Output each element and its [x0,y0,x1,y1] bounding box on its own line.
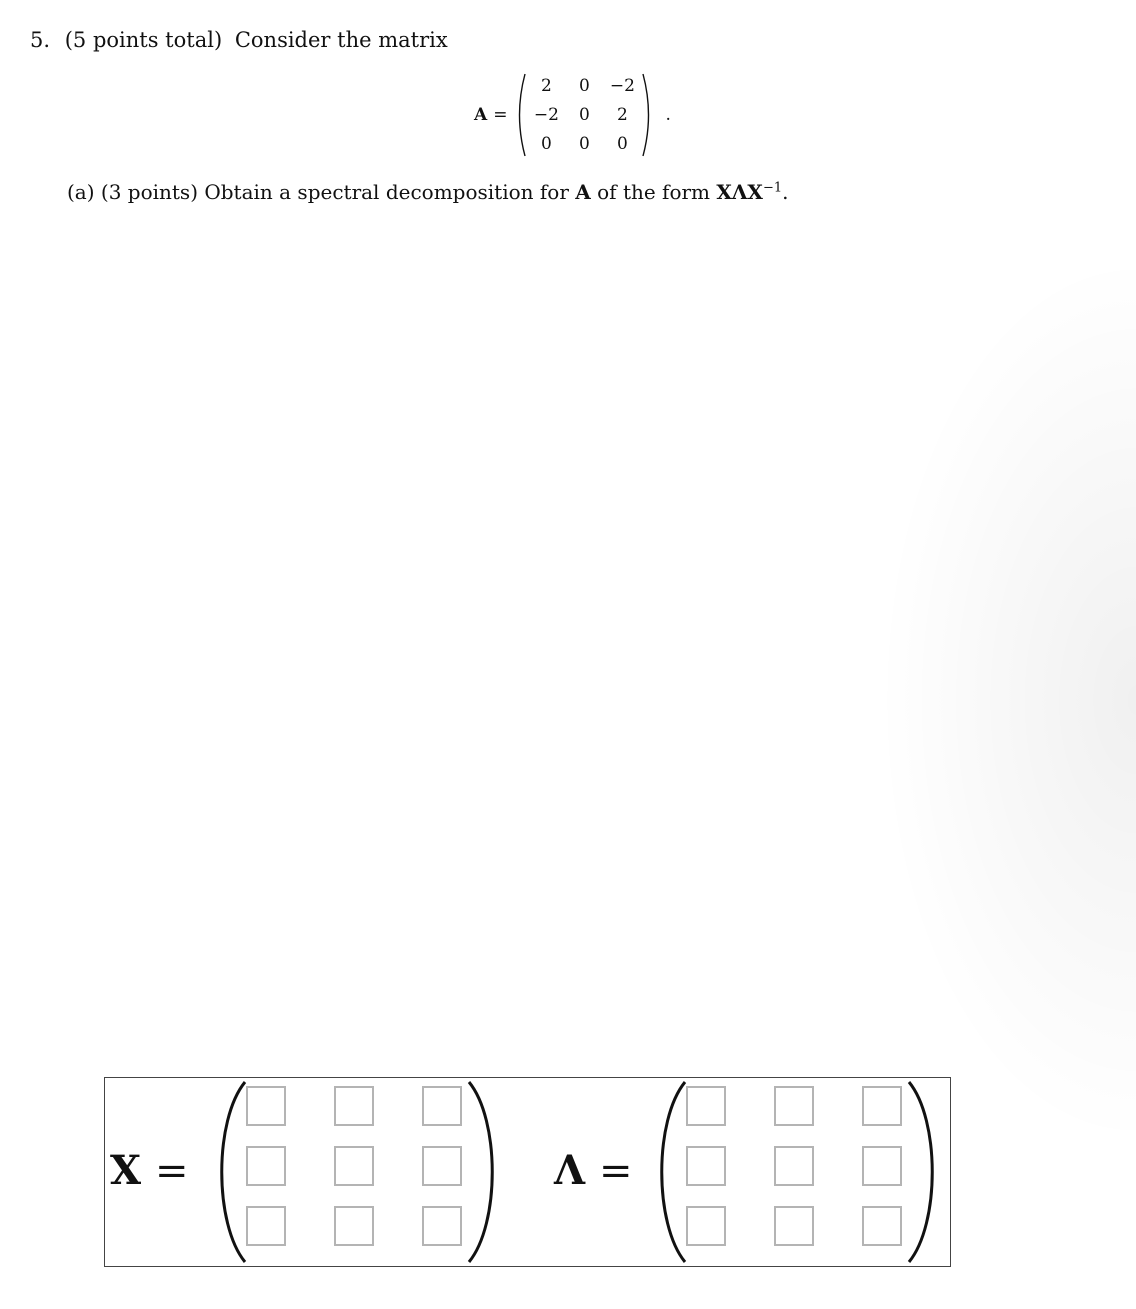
problem-points: (5 points total) [64,28,223,52]
matrix-a-entry: 2 [617,105,628,125]
matrix-a-entry: 0 [541,134,552,154]
lambda-cell-input[interactable] [862,1086,902,1126]
subpart-a-points: (3 points) [100,180,198,204]
x-cell-input[interactable] [334,1086,374,1126]
lambda-cell-input[interactable] [774,1206,814,1246]
matrix-a-equals: = [493,105,508,125]
subpart-a-text: Obtain a spectral decomposition for [204,180,569,204]
matrix-a-grid [527,72,641,159]
lambda-cell-input[interactable] [686,1086,726,1126]
left-paren-icon [513,72,527,158]
page-shade [876,250,1136,1150]
subpart-a-text-middle: of the form [597,180,711,204]
x-cell-input[interactable] [334,1206,374,1246]
x-cell-input[interactable] [334,1146,374,1186]
x-cell-input[interactable] [422,1206,462,1246]
lambda-cell-input[interactable] [774,1146,814,1186]
lambda-cell-input[interactable] [862,1206,902,1246]
lambda-cell-input[interactable] [686,1146,726,1186]
problem-intro: Consider the matrix [234,28,448,52]
lambda-equals: = [599,1148,633,1194]
x-matrix-input [246,1086,462,1246]
subpart-a-label: (a) [67,180,95,204]
x-cell-input[interactable] [246,1086,286,1126]
matrix-a-entry: −2 [533,105,559,125]
lambda-cell-input[interactable] [862,1146,902,1186]
subpart-a [67,180,788,204]
right-paren-icon [641,72,655,158]
lambda-cell-input[interactable] [686,1206,726,1246]
x-cell-input[interactable] [246,1206,286,1246]
x-symbol: X [110,1147,142,1194]
subpart-a-form-exponent: −1 [762,180,783,196]
matrix-a-entry: 0 [617,134,628,154]
lambda-cell-input[interactable] [774,1086,814,1126]
lambda-right-paren-icon [906,1080,942,1264]
problem-header [30,28,448,52]
matrix-a-entry: 2 [541,76,552,96]
matrix-a-entry: 0 [579,76,590,96]
x-left-paren-icon [212,1080,248,1264]
matrix-a-entry: −2 [609,76,635,96]
matrix-a-entry: 0 [579,134,590,154]
problem-number: 5. [30,28,51,52]
lambda-matrix-input [686,1086,902,1246]
x-cell-input[interactable] [422,1146,462,1186]
x-label [110,1147,189,1194]
lambda-label [554,1147,633,1194]
matrix-a-lhs: A [474,105,488,125]
subpart-a-form: XΛX [716,180,763,204]
x-cell-input[interactable] [246,1146,286,1186]
subpart-a-end: . [782,180,789,204]
matrix-a-period: . [665,105,671,125]
x-cell-input[interactable] [422,1086,462,1126]
matrix-a-entry: 0 [579,105,590,125]
matrix-a [474,70,671,160]
lambda-symbol: Λ [554,1147,586,1194]
lambda-left-paren-icon [652,1080,688,1264]
subpart-a-matrix-symbol: A [575,180,591,204]
x-right-paren-icon [466,1080,502,1264]
x-equals: = [155,1148,189,1194]
